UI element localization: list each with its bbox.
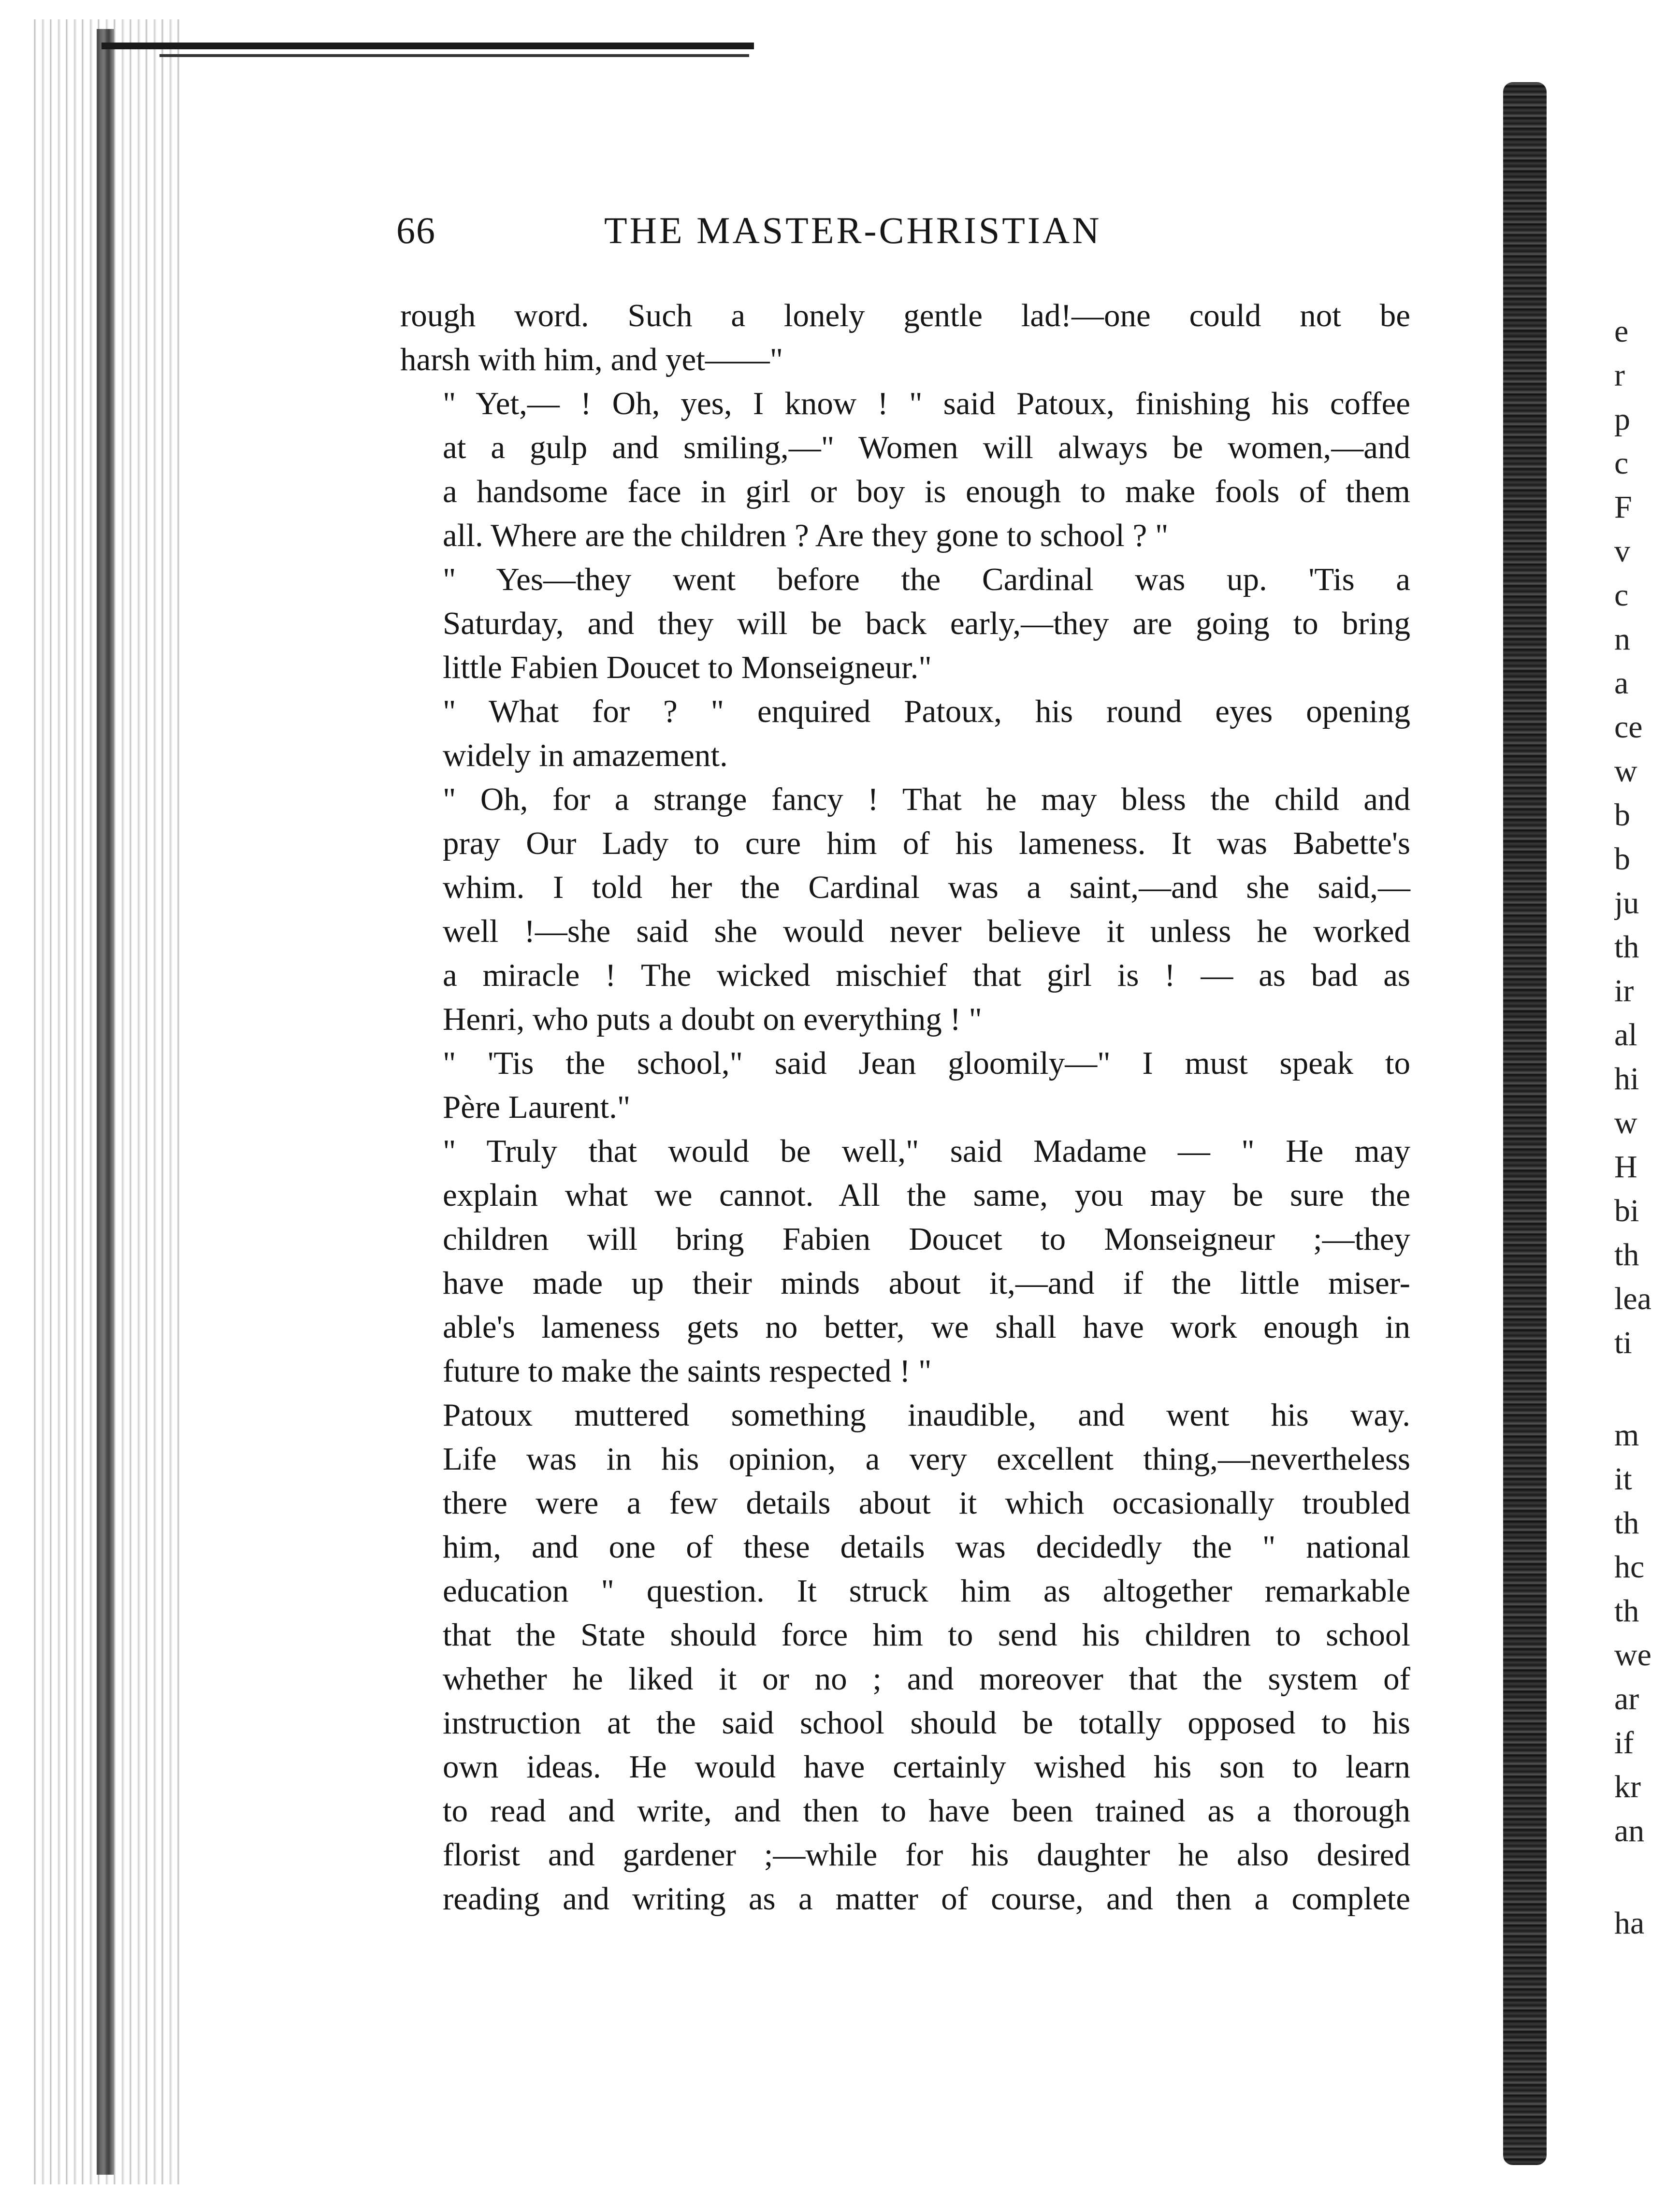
text-line: " Truly that would be well," said Madame — " He may: [443, 1133, 1410, 1169]
facing-fragment-line: p: [1614, 402, 1630, 437]
paragraph: [400, 778, 1410, 1041]
paragraph: [400, 382, 1410, 558]
top-rule: [101, 43, 754, 49]
facing-fragment-line: v: [1614, 534, 1630, 569]
facing-fragment-line: hi: [1614, 1061, 1639, 1097]
facing-fragment-line: e: [1614, 314, 1629, 349]
text-line: " What for ? " enquired Patoux, his round eyes opening: [443, 693, 1410, 729]
text-line: children will bring Fabien Doucet to Monseigneur ;—they: [443, 1221, 1410, 1257]
facing-fragment-line: H: [1614, 1149, 1637, 1184]
facing-fragment-line: an: [1614, 1813, 1645, 1848]
text-line: " 'Tis the school," said Jean gloomily—" I must speak to: [443, 1045, 1410, 1081]
facing-fragment-line: bi: [1614, 1193, 1639, 1228]
text-line: rough word. Such a lonely gentle lad!—one could not be: [400, 298, 1410, 333]
text-line: at a gulp and smiling,—" Women will always be women,—and: [443, 430, 1410, 465]
paragraph: [400, 690, 1410, 778]
text-line: a handsome face in girl or boy is enough to make fools of them: [443, 474, 1410, 509]
text-line: " Yes—they went before the Cardinal was up. 'Tis a: [443, 562, 1410, 597]
text-line: " Oh, for a strange fancy ! That he may bless the child and: [443, 781, 1410, 817]
facing-fragment-line: w: [1614, 1105, 1637, 1141]
text-line: whether he liked it or no ; and moreover that the system of: [443, 1661, 1410, 1697]
text-line: florist and gardener ;—while for his daughter he also desired: [443, 1837, 1410, 1873]
body-text: [400, 294, 1410, 1921]
facing-fragment-line: th: [1614, 1505, 1639, 1541]
facing-fragment-line: th: [1614, 929, 1639, 965]
facing-fragment-line: w: [1614, 753, 1637, 789]
paragraph: [400, 1129, 1410, 1393]
facing-fragment-line: lea: [1614, 1281, 1651, 1316]
facing-fragment-line: r: [1614, 358, 1625, 393]
text-line: explain what we cannot. All the same, you may be sure the: [443, 1177, 1410, 1213]
text-line: widely in amazement.: [443, 737, 728, 773]
facing-fragment-line: c: [1614, 578, 1629, 613]
text-line: Saturday, and they will be back early,—they are going to bring: [443, 606, 1410, 641]
facing-fragment-line: b: [1614, 841, 1630, 877]
text-line: reading and writing as a matter of course, and then a complete: [443, 1881, 1410, 1917]
text-line: a miracle ! The wicked mischief that girl is ! — as bad as: [443, 957, 1410, 993]
facing-fragment-line: al: [1614, 1017, 1637, 1053]
facing-fragment-line: hc: [1614, 1549, 1645, 1585]
facing-fragment-line: kr: [1614, 1769, 1641, 1805]
page-gutter-shadow: [1503, 82, 1547, 2165]
text-line: Henri, who puts a doubt on everything ! ": [443, 1001, 982, 1037]
facing-fragment-line: th: [1614, 1237, 1639, 1272]
text-line: have made up their minds about it,—and if the little miser-: [443, 1265, 1410, 1301]
facing-page-fragment: [1614, 309, 1677, 1945]
facing-fragment-line: ce: [1614, 709, 1643, 745]
facing-fragment-line: a: [1614, 665, 1629, 701]
text-line: all. Where are the children ? Are they gone to school ? ": [443, 518, 1169, 553]
facing-fragment-line: ir: [1614, 973, 1634, 1009]
text-line: him, and one of these details was decidedly the " national: [443, 1529, 1410, 1565]
facing-fragment-line: ju: [1614, 885, 1639, 921]
facing-fragment-line: m: [1614, 1417, 1639, 1453]
facing-fragment-line: if: [1614, 1725, 1634, 1761]
text-line: able's lameness gets no better, we shall have work enough in: [443, 1309, 1410, 1345]
text-line: pray Our Lady to cure him of his lameness. It was Babette's: [443, 825, 1410, 861]
text-line: own ideas. He would have certainly wished his son to learn: [443, 1749, 1410, 1785]
text-line: there were a few details about it which occasionally troubled: [443, 1485, 1410, 1521]
text-line: whim. I told her the Cardinal was a saint,—and she said,—: [443, 869, 1410, 905]
facing-fragment-line: it: [1614, 1461, 1632, 1497]
text-line: that the State should force him to send his children to school: [443, 1617, 1410, 1653]
paragraph: [400, 1041, 1410, 1129]
binding-edge: [97, 29, 114, 2175]
running-title: THE MASTER-CHRISTIAN: [604, 209, 1102, 251]
paragraph: [400, 294, 1410, 382]
facing-fragment-line: b: [1614, 797, 1630, 833]
facing-fragment-line: ar: [1614, 1681, 1639, 1717]
paragraph: [400, 558, 1410, 690]
text-line: harsh with him, and yet——": [400, 342, 783, 377]
text-line: little Fabien Doucet to Monseigneur.": [443, 650, 932, 685]
facing-fragment-line: c: [1614, 446, 1629, 481]
text-line: future to make the saints respected ! ": [443, 1353, 932, 1389]
text-line: " Yet,— ! Oh, yes, I know ! " said Patoux, finishing his coffee: [443, 386, 1410, 421]
facing-fragment-line: ti: [1614, 1325, 1632, 1360]
text-line: instruction at the said school should be totally opposed to his: [443, 1705, 1410, 1741]
text-line: Père Laurent.": [443, 1089, 631, 1125]
page-number: 66: [396, 209, 436, 251]
text-line: education " question. It struck him as altogether remarkable: [443, 1573, 1410, 1609]
facing-fragment-line: ha: [1614, 1906, 1645, 1941]
text-line: Life was in his opinion, a very excellent thing,—nevertheless: [443, 1441, 1410, 1477]
paragraph: [400, 1393, 1410, 1921]
text-line: well !—she said she would never believe it unless he worked: [443, 913, 1410, 949]
text-line: to read and write, and then to have been trained as a thorough: [443, 1793, 1410, 1829]
text-line: Patoux muttered something inaudible, and went his way.: [443, 1397, 1410, 1433]
facing-fragment-line: we: [1614, 1637, 1651, 1673]
facing-fragment-line: n: [1614, 621, 1630, 657]
facing-fragment-line: th: [1614, 1593, 1639, 1629]
top-rule-inner: [159, 54, 749, 57]
facing-fragment-line: F: [1614, 490, 1632, 525]
